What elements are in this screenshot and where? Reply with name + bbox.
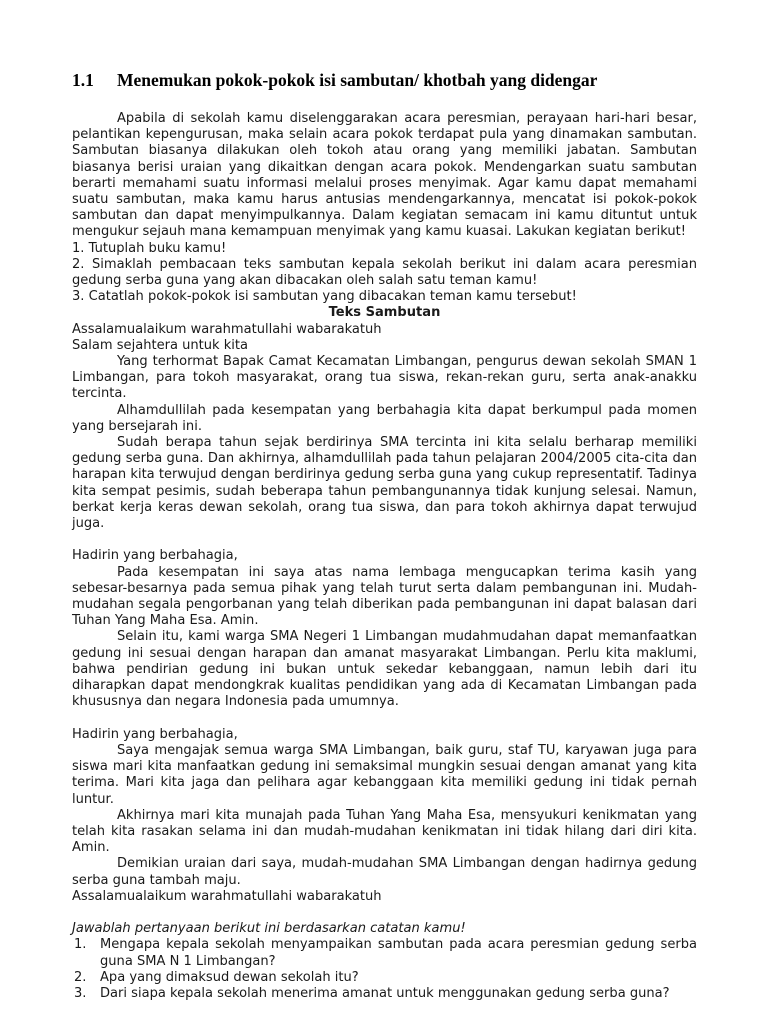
speech-paragraph-respected: Yang terhormat Bapak Camat Kecamatan Limbangan, pengurus dewan sekolah SMAN 1 Limbangan, para tokoh masyarakat, orang tua siswa, rekan-rekan guru, serta anak-anakku tercinta. [72,354,697,402]
closing-greeting: Assalamualaikum warahmatullahi wabarakatuh [72,888,382,904]
section-number: 1.1 [72,70,94,90]
question-number: 3. [74,985,87,1001]
spacer [72,532,697,548]
speech-paragraph-thanks: Pada kesempatan ini saya atas nama lembaga mengucapkan terima kasih yang sebesar-besarnya pada semua pihak yang telah turut serta dalam pembangunan ini. Mudah-mudahan segala pengorbanan yang telah diberikan pada pembangunan ini dapat balasan dari Tuhan Yang Maha Esa. Amin. [72,564,697,629]
spacer [72,905,697,921]
question-item [74,985,697,1002]
opening-greeting: Assalamualaikum warahmatullahi wabarakatuh [72,321,382,337]
question-number: 1. [74,937,87,953]
speech-paragraph-closing: Demikian uraian dari saya, mudah-mudahan SMA Limbangan dengan hadirnya gedung serba guna tambah maju. [72,856,697,888]
spacer [72,711,697,727]
speech-paragraph-hope: Selain itu, kami warga SMA Negeri 1 Limbangan mudahmudahan dapat memanfaatkan gedung ini sesuai dengan harapan dan amanat masyarakat Limbangan. Perlu kita maklumi, bahwa pendirian gedung ini bukan untuk sekedar kebanggaan, namun lebih dari itu diharapkan dapat mendongkrak kualitas pendidikan yang ada di Kecamatan Limbangan pada khususnya dan negara Indonesia pada umumnya. [72,629,697,710]
address-line: Hadirin yang berbahagia, [72,548,238,564]
salam-line: Salam sejahtera untuk kita [72,337,249,353]
question-number: 2. [74,969,87,985]
questions-instruction: Jawablah pertanyaan berikut ini berdasarkan catatan kamu! [72,921,466,937]
question-item [74,969,697,986]
speech-paragraph-gratitude: Alhamdullilah pada kesempatan yang berbahagia kita dapat berkumpul pada momen yang bersejarah ini. [72,402,697,434]
section-heading [72,70,597,91]
step-item: 1. Tutuplah buku kamu! [72,240,227,256]
document-body [72,111,697,1002]
address-line: Hadirin yang berbahagia, [72,726,238,742]
speech-paragraph-history: Sudah berapa tahun sejak berdirinya SMA tercinta ini kita selalu berharap memiliki gedung serba guna. Dan akhirnya, alhamdullilah pada tahun pelajaran 2004/2005 cita-cita dan harapan kita terwujud dengan berdirinya gedung serba guna yang cukup representatif. Tadinya kita sempat pesimis, sudah beberapa tahun pembangunannya tidak kunjung selesai. Namun, berkat kerja keras dewan sekolah, orang tua siswa, dan para tokoh akhirnya dapat terwujud juga. [72,435,697,532]
question-text: Apa yang dimaksud dewan sekolah itu? [100,969,359,985]
section-title-text: Menemukan pokok-pokok isi sambutan/ khotbah yang didengar [117,70,598,90]
question-text: Mengapa kepala sekolah menyampaikan sambutan pada acara peresmian gedung serba guna SMA N 1 Limbangan? [100,937,697,969]
step-item: 3. Catatlah pokok-pokok isi sambutan yang dibacakan teman kamu tersebut! [72,289,577,305]
intro-paragraph: Apabila di sekolah kamu diselenggarakan acara peresmian, perayaan hari-hari besar, pelantikan kepengurusan, maka selain acara pokok terdapat pula yang dinamakan sambutan. Sambutan biasanya dilakukan oleh tokoh atau orang yang memiliki jabatan. Sambutan biasanya berisi uraian yang dikaitkan dengan acara pokok. Mendengarkan suatu sambutan berarti memahami suatu informasi melalui proses menyimak. Agar kamu dapat memahami suatu sambutan, maka kamu harus antusias mendengarkannya, mencatat isi pokok-pokok sambutan dan dapat menyimpulkannya. Dalam kegiatan semacam ini kamu dituntut untuk mengukur sejauh mana kemampuan menyimak yang kamu kuasai. Lakukan kegiatan berikut! [72,111,697,240]
question-item [74,937,697,969]
speech-paragraph-invite: Saya mengajak semua warga SMA Limbangan, baik guru, staf TU, karyawan juga para siswa mari kita manfaatkan gedung ini semaksimal mungkin sesuai dengan amanat yang kita terima. Mari kita jaga dan pelihara agar kebanggaan kita memiliki gedung ini tidak pernah luntur. [72,742,697,807]
step-item: 2. Simaklah pembacaan teks sambutan kepala sekolah berikut ini dalam acara peresmian gedung serba guna yang akan dibacakan oleh salah satu teman kamu! [72,256,697,289]
speech-paragraph-prayer: Akhirnya mari kita munajah pada Tuhan Yang Maha Esa, mensyukuri kenikmatan yang telah kita rasakan selama ini dan mudah-mudahan kenikmatan ini tidak hilang dari diri kita. Amin. [72,807,697,856]
questions-list [72,937,697,1002]
question-text: Dari siapa kepala sekolah menerima amanat untuk menggunakan gedung serba guna? [100,985,670,1001]
speech-title: Teks Sambutan [328,305,441,321]
